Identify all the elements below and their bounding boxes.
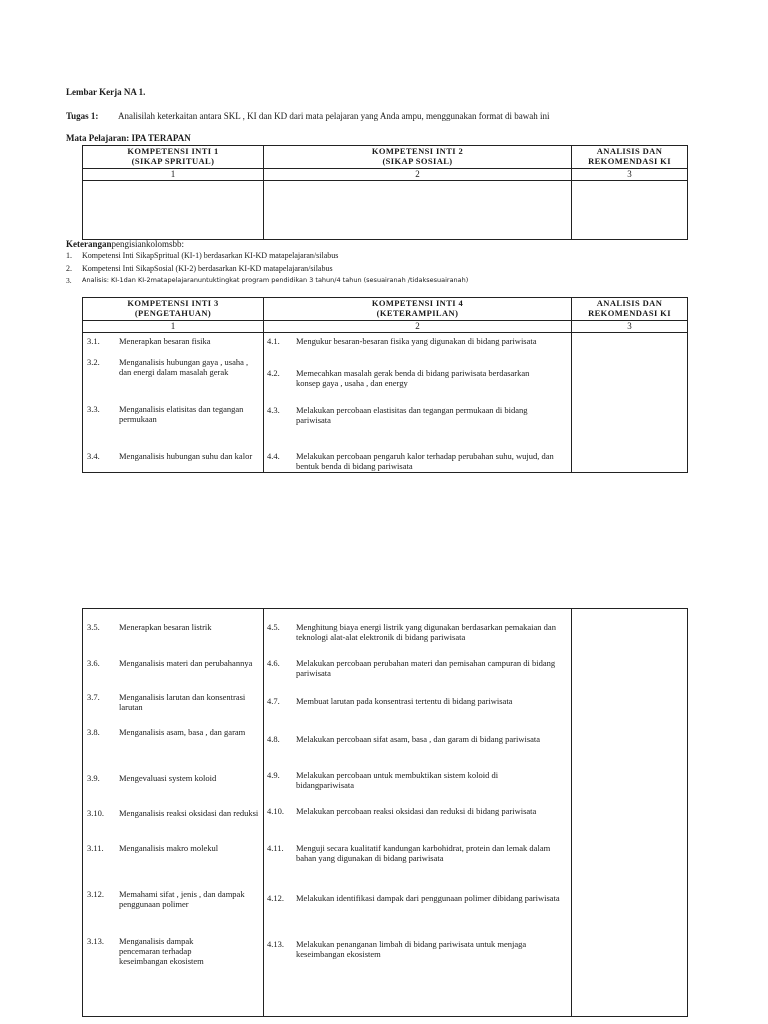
ki3-list [83, 609, 264, 1017]
note-item: 3. Analisis: KI-1dan KI-2matapelajaranuntuktingkat program pendidikan 3 tahun/4 tahun (sesuairanah /tidaksesuairanah) [66, 276, 469, 285]
ki3-item: 3.1. Menerapkan besaran fisika [87, 336, 211, 346]
task-text: Analisilah keterkaitan antara SKL , KI dan KD dari mata pelajaran yang Anda ampu, menggunakan format di bawah ini [118, 111, 550, 121]
worksheet-title: Lembar Kerja NA 1. [66, 87, 146, 97]
col-number: 1 [83, 169, 264, 181]
ki4-item: 4.13. Melakukan penanganan limbah di bidang pariwisata untuk menjaga keseimbangan ekosistem [267, 939, 527, 959]
subject-line [66, 133, 191, 143]
ki3-item: 3.6. Menganalisis materi dan perubahannya [87, 658, 253, 668]
col-number: 1 [83, 321, 264, 333]
col-number: 2 [264, 169, 572, 181]
col-number: 3 [572, 321, 688, 333]
ki4-item: 4.5. Menghitung biaya energi listrik yang digunakan berdasarkan pemakaian dan teknologi alat-alat elektronik di bidang pariwisata [267, 622, 556, 642]
ki3-item: 3.12. Memahami sifat , jenis , dan dampak penggunaan polimer [87, 889, 245, 909]
ki4-item: 4.9. Melakukan percobaan untuk membuktikan sistem koloid di bidangpariwisata [267, 770, 499, 790]
header-ki2: KOMPETENSI INTI 2 (SIKAP SOSIAL) [264, 146, 572, 169]
ki3-item: 3.8. Menganalisis asam, basa , dan garam [87, 727, 246, 737]
header-analysis: ANALISIS DAN REKOMENDASI KI [572, 146, 688, 169]
notes-label: Keterangan [66, 239, 112, 249]
ki3-list [83, 333, 264, 473]
ki4-list [264, 333, 572, 473]
analysis-cell [572, 333, 688, 473]
ki3-item: 3.13. Menganalisis dampak pencemaran terhadap keseimbangan ekosistem [87, 936, 204, 966]
ki4-item: 4.12. Melakukan identifikasi dampak dari penggunaan polimer dibidang pariwisata [267, 893, 560, 903]
subject-label: Mata Pelajaran: [66, 133, 130, 143]
ki4-item: 4.3. Melakukan percobaan elastisitas dan tegangan permukaan di bidang pariwisata [267, 405, 528, 425]
col-number: 2 [264, 321, 572, 333]
col-number: 3 [572, 169, 688, 181]
ki4-item: 4.4. Melakukan percobaan pengaruh kalor terhadap perubahan suhu, wujud, dan bentuk benda di bidang pariwisata [267, 451, 554, 471]
header-analysis: ANALISIS DAN REKOMENDASI KI [572, 298, 688, 321]
empty-cell [83, 181, 264, 240]
table-ki1-ki2 [82, 145, 688, 240]
task-label: Tugas 1: [66, 111, 99, 121]
table-ki3-ki4-continued [82, 608, 688, 1017]
header-ki1: KOMPETENSI INTI 1 (SIKAP SPRITUAL) [83, 146, 264, 169]
note-item: 1. Kompetensi Inti SikapSpritual (KI-1) berdasarkan KI-KD matapelajaran/silabus [66, 251, 339, 260]
ki4-list [264, 609, 572, 1017]
notes-label-rest: pengisiankolomsbb: [111, 239, 184, 249]
ki4-item: 4.2. Memecahkan masalah gerak benda di bidang pariwisata berdasarkan konsep gaya , usaha , dan energy [267, 368, 530, 388]
ki4-item: 4.7. Membuat larutan pada konsentrasi tertentu di bidang pariwisata [267, 696, 513, 706]
ki3-item: 3.3. Menganalisis elatisitas dan tegangan permukaan [87, 404, 244, 424]
analysis-cell [572, 609, 688, 1017]
empty-cell [264, 181, 572, 240]
header-ki4: KOMPETENSI INTI 4 (KETERAMPILAN) [264, 298, 572, 321]
ki3-item: 3.2. Menganalisis hubungan gaya , usaha , dan energi dalam masalah gerak [87, 357, 249, 377]
ki3-item: 3.4. Menganalisis hubungan suhu dan kalor [87, 451, 253, 461]
empty-cell [572, 181, 688, 240]
ki4-item: 4.10. Melakukan percobaan reaksi oksidasi dan reduksi di bidang pariwisata [267, 806, 537, 816]
notes-heading [66, 239, 184, 249]
ki4-item: 4.1. Mengukur besaran-besaran fisika yang digunakan di bidang pariwisata [267, 336, 537, 346]
ki3-item: 3.10. Menganalisis reaksi oksidasi dan reduksi [87, 808, 259, 818]
note-item: 2. Kompetensi Inti SikapSosial (KI-2) berdasarkan KI-KD matapelajaran/silabus [66, 264, 333, 273]
subject-value: IPA TERAPAN [131, 133, 191, 143]
ki4-item: 4.6. Melakukan percobaan perubahan materi dan pemisahan campuran di bidang pariwisata [267, 658, 556, 678]
ki3-item: 3.9. Mengevaluasi system koloid [87, 773, 217, 783]
header-ki3: KOMPETENSI INTI 3 (PENGETAHUAN) [83, 298, 264, 321]
ki3-item: 3.5. Menerapkan besaran listrik [87, 622, 212, 632]
table-ki3-ki4 [82, 297, 688, 473]
ki3-item: 3.7. Menganalisis larutan dan konsentrasi larutan [87, 692, 246, 712]
ki4-item: 4.11. Menguji secara kualitatif kandungan karbohidrat, protein dan lemak dalam bahan yang digunakan di bidang pariwisata [267, 843, 551, 863]
ki3-item: 3.11. Menganalisis makro molekul [87, 843, 219, 853]
ki4-item: 4.8. Melakukan percobaan sifat asam, basa , dan garam di bidang pariwisata [267, 734, 541, 744]
